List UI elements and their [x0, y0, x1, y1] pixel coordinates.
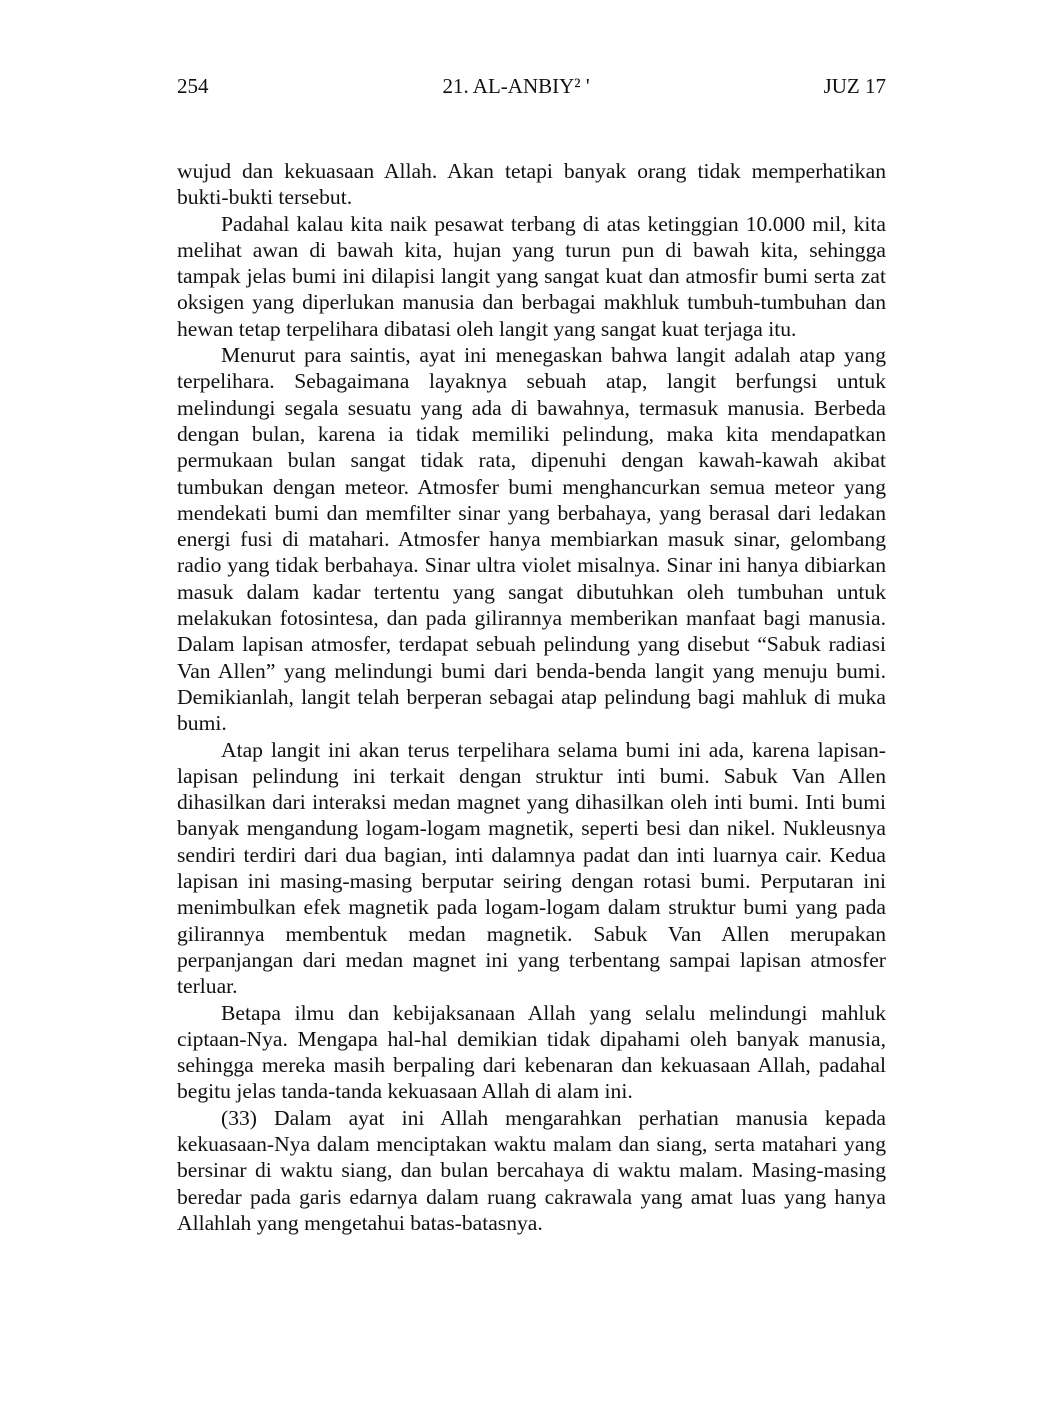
paragraph-6: (33) Dalam ayat ini Allah mengarahkan perhatian manusia kepada kekuasaan-Nya dalam menciptakan waktu malam dan siang, serta matahari yang bersinar di waktu siang, dan bulan bercahaya di waktu malam. Masing-masing beredar pada garis edarnya dalam ruang cakrawala yang amat luas yang hanya Allahlah yang mengetahui batas-batasnya. [177, 1105, 886, 1235]
paragraph-5: Betapa ilmu dan kebijaksanaan Allah yang selalu melindungi mahluk ciptaan-Nya. Mengapa hal-hal demikian tidak dipahami oleh banyak manusia, sehingga mereka masih berpaling dari kebenaran dan kekuasaan Allah, padahal begitu jelas tanda-tanda kekuasaan Allah di alam ini. [177, 1000, 886, 1104]
paragraph-4: Atap langit ini akan terus terpelihara selama bumi ini ada, karena lapisan-lapisan pelindung ini terkait dengan struktur inti bumi. Sabuk Van Allen dihasilkan dari interaksi medan magnet yang dihasilkan oleh inti bumi. Inti bumi banyak mengandung logam-logam magnetik, seperti besi dan nikel. Nukleusnya sendiri terdiri dari dua bagian, inti dalamnya padat dan inti luarnya cair. Kedua lapisan ini masing-masing berputar seiring dengan rotasi bumi. Perputaran ini menimbulkan efek magnetik pada logam-logam dalam struktur bumi yang pada gilirannya membentuk medan magnetik. Sabuk Van Allen merupakan perpanjangan dari medan magnet ini yang terbentang sampai lapisan atmosfer terluar. [177, 737, 886, 999]
paragraph-2: Padahal kalau kita naik pesawat terbang di atas ketinggian 10.000 mil, kita melihat awan di bawah kita, hujan yang turun pun di bawah kita, sehingga tampak jelas bumi ini dilapisi langit yang sangat kuat dan atmosfir bumi serta zat oksigen yang diperlukan manusia dan berbagai makhluk tumbuh-tumbuhan dan hewan tetap terpelihara dibatasi oleh langit yang sangat kuat terjaga itu. [177, 211, 886, 341]
paragraph-1: wujud dan kekuasaan Allah. Akan tetapi banyak orang tidak memperhatikan bukti-bukti tersebut. [177, 159, 886, 210]
book-page [177, 72, 886, 1236]
running-header [177, 72, 886, 100]
juz-label: JUZ 17 [823, 74, 886, 98]
paragraph-3: Menurut para saintis, ayat ini menegaskan bahwa langit adalah atap yang terpelihara. Sebagaimana layaknya sebuah atap, langit berfungsi untuk melindungi segala sesuatu yang ada di bawahnya, termasuk manusia. Berbeda dengan bulan, karena ia tidak memiliki pelindung, maka kita mendapatkan permukaan bulan sangat tidak rata, dipenuhi dengan kawah-kawah akibat tumbukan dengan meteor. Atmosfer bumi menghancurkan semua meteor yang mendekati bumi dan memfilter sinar yang berbahaya, yang berasal dari ledakan energi fusi di matahari. Atmosfer hanya membiarkan masuk sinar, gelombang radio yang tidak berbahaya. Sinar ultra violet misalnya. Sinar ini hanya dibiarkan masuk dalam kadar tertentu yang sangat dibutuhkan oleh tumbuhan untuk melakukan fotosintesa, dan pada gilirannya memberikan manfaat bagi manusia. Dalam lapisan atmosfer, terdapat sebuah pelindung yang disebut “Sabuk radiasi Van Allen” yang melindungi bumi dari benda-benda langit yang menuju bumi. Demikianlah, langit telah berperan sebagai atap pelindung bagi mahluk di muka bumi. [177, 343, 886, 736]
page-number: 254 [177, 74, 209, 98]
body-text [177, 158, 886, 1236]
surah-title: 21. AL-ANBIY² ' [442, 74, 590, 98]
